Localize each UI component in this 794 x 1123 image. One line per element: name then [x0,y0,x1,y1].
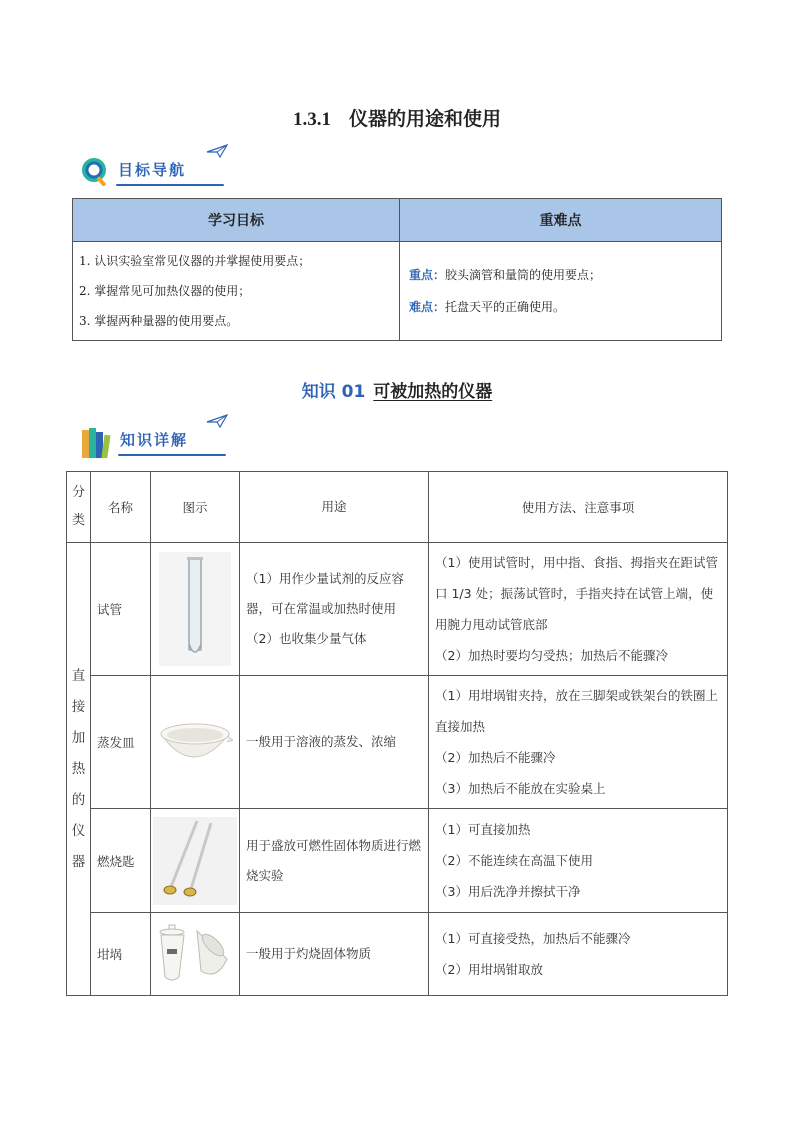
key-point-item: 难点：托盘天平的正确使用。 [409,300,566,314]
instrument-name: 蒸发皿 [91,676,151,809]
goals-list [73,242,400,341]
instrument-method: （1）可直接加热 （2）不能连续在高温下使用 （3）用后洗净并擦拭干净 [429,809,728,913]
knowledge-badge-label: 知识详解 [120,431,189,449]
magnifier-icon [80,156,112,188]
key-points-header: 重难点 [400,199,722,242]
title-text: 仪器的用途和使用 [348,109,501,130]
goals-table [72,198,722,341]
table-row [67,809,728,913]
goals-badge-underline [116,184,224,186]
instrument-use: （1）用作少量试剂的反应容器，可在常温或加热时使用 （2）也收集少量气体 [240,543,429,676]
key-point-item: 重点：胶头滴管和量筒的使用要点； [409,268,602,282]
header-category: 分 类 [67,472,91,543]
goals-header: 学习目标 [73,199,400,242]
instrument-name: 试管 [91,543,151,676]
header-name: 名称 [91,472,151,543]
section-prefix: 知识 01 [301,382,366,402]
goal-item: 3. 掌握两种量器的使用要点。 [79,314,239,328]
key-points-list [400,242,722,341]
instrument-use: 一般用于溶液的蒸发、浓缩 [240,676,429,809]
instrument-use: 用于盛放可燃性固体物质进行燃烧实验 [240,809,429,913]
table-row [67,913,728,996]
header-method: 使用方法、注意事项 [429,472,728,543]
title-number: 1.3.1 [292,109,331,130]
instrument-name: 燃烧匙 [91,809,151,913]
section-heading [0,377,794,402]
instrument-method: （1）使用试管时，用中指、食指、拇指夹在距试管口 1/3 处；振荡试管时，手指夹持在试管上端，使用腕力甩动试管底部 （2）加热时要均匀受热；加热后不能骤冷 [429,543,728,676]
page-title [0,104,794,131]
section-name: 可被加热的仪器 [373,382,493,402]
knowledge-badge [80,418,240,462]
test-tube-icon [151,543,240,676]
combustion-spoon-icon [151,809,240,913]
paper-plane-icon [206,144,228,158]
table-row [67,543,728,676]
instrument-table-header [67,472,728,543]
books-icon [80,426,112,460]
goals-badge-label: 目标导航 [118,161,187,179]
instrument-table [66,471,728,996]
instrument-name: 坩埚 [91,913,151,996]
table-row [67,676,728,809]
instrument-method: （1）用坩埚钳夹持，放在三脚架或铁架台的铁圈上直接加热 （2）加热后不能骤冷 （3）加热后不能放在实验桌上 [429,676,728,809]
header-use: 用途 [240,472,429,543]
knowledge-badge-underline [118,454,226,456]
header-image: 图示 [151,472,240,543]
paper-plane-icon [206,414,228,428]
crucible-icon [151,913,240,996]
instrument-use: 一般用于灼烧固体物质 [240,913,429,996]
goal-item: 1. 认识实验室常见仪器的并掌握使用要点； [79,254,311,268]
evaporating-dish-icon [151,676,240,809]
goal-item: 2. 掌握常见可加热仪器的使用； [79,284,251,298]
goals-badge [80,148,240,192]
instrument-method: （1）可直接受热，加热后不能骤冷 （2）用坩埚钳取放 [429,913,728,996]
category-cell: 直 接 加 热 的 仪 器 [67,543,91,996]
